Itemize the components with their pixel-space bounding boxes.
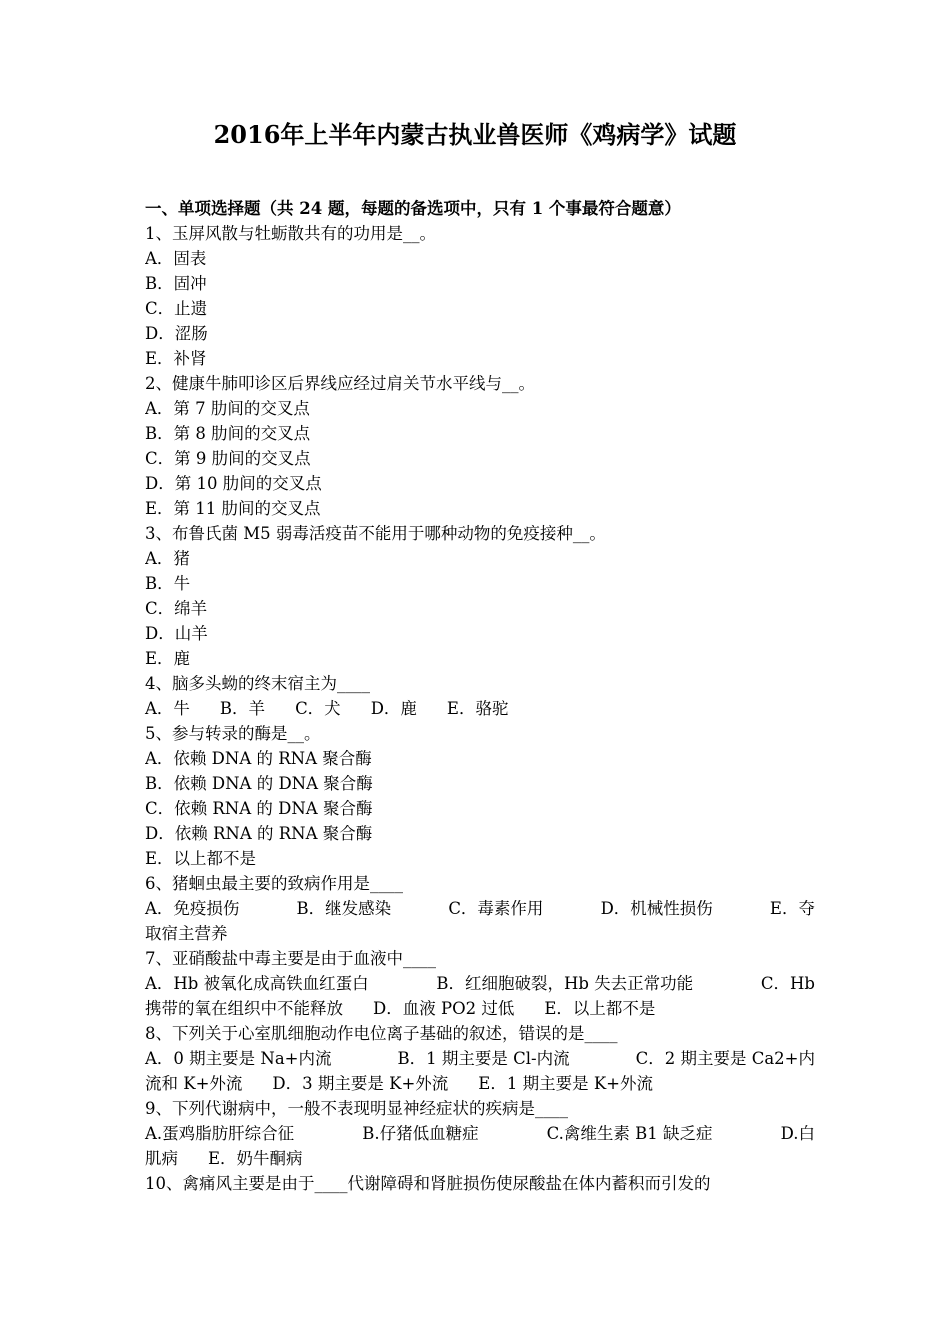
question-2-option-a: A．第 7 肋间的交叉点 (145, 399, 310, 418)
question-1-option-a: A．固表 (145, 249, 207, 268)
question-2-option-b: B．第 8 肋间的交叉点 (145, 424, 311, 443)
question-7-option-c-start: C．Hb (760, 974, 815, 993)
question-6-options (145, 896, 815, 921)
question-6-option-e-start: E．夺 (769, 899, 815, 918)
question-6-stem: 6、猪蛔虫最主要的致病作用是____ (145, 874, 403, 893)
question-8-option-c-start: C．2 期主要是 Ca2+内 (635, 1049, 815, 1068)
question-2-option-d: D．第 10 肋间的交叉点 (145, 474, 322, 493)
question-5-stem: 5、参与转录的酶是__。 (145, 724, 321, 743)
question-2-option-e: E．第 11 肋间的交叉点 (145, 499, 321, 518)
question-9-option-b: B.仔猪低血糖症 (362, 1124, 479, 1143)
question-4-option-a: A．牛 (145, 699, 190, 718)
document-body (145, 196, 815, 1196)
question-9-options-line-1 (145, 1121, 815, 1146)
question-7-stem: 7、亚硝酸盐中毒主要是由于血液中____ (145, 949, 436, 968)
question-4-stem: 4、脑多头蚴的终末宿主为____ (145, 674, 370, 693)
question-1-option-e: E．补肾 (145, 349, 207, 368)
question-5-option-a: A．依赖 DNA 的 RNA 聚合酶 (145, 749, 372, 768)
question-4-option-d: D．鹿 (370, 699, 417, 718)
question-7-option-e: E．以上都不是 (544, 999, 656, 1018)
question-10-stem: 10、禽痛风主要是由于____代谢障碍和肾脏损伤使尿酸盐在体内蓄积而引发的 (145, 1174, 711, 1193)
question-7-options-line-1 (145, 971, 815, 996)
question-6-option-e-end: 取宿主营养 (145, 924, 228, 943)
question-9-option-d-start: D.白 (780, 1124, 815, 1143)
question-9-option-a: A.蛋鸡脂肪肝综合征 (145, 1124, 295, 1143)
question-7-option-d: D．血液 PO2 过低 (373, 999, 515, 1018)
question-2-stem: 2、健康牛肺叩诊区后界线应经过肩关节水平线与__。 (145, 374, 535, 393)
question-9-stem: 9、下列代谢病中，一般不表现明显神经症状的疾病是____ (145, 1099, 568, 1118)
question-4-option-e: E．骆驼 (446, 699, 509, 718)
question-7-option-a: A．Hb 被氧化成高铁血红蛋白 (145, 974, 369, 993)
question-8-option-d: D．3 期主要是 K+外流 (272, 1074, 449, 1093)
question-7-option-b: B．红细胞破裂，Hb 失去正常功能 (436, 974, 694, 993)
question-1-option-c: C．止遗 (145, 299, 208, 318)
question-6-option-c: C．毒素作用 (448, 899, 544, 918)
question-1-stem: 1、玉屏风散与牡蛎散共有的功用是__。 (145, 224, 436, 243)
question-5-option-e: E．以上都不是 (145, 849, 257, 868)
question-8-stem: 8、下列关于心室肌细胞动作电位离子基础的叙述，错误的是____ (145, 1024, 618, 1043)
question-5-option-d: D．依赖 RNA 的 RNA 聚合酶 (145, 824, 373, 843)
question-3-option-e: E．鹿 (145, 649, 191, 668)
question-9-option-d-end: 肌病 (145, 1149, 178, 1168)
question-8-option-a: A．0 期主要是 Na+内流 (145, 1049, 332, 1068)
question-8-options-line-2 (145, 1071, 815, 1096)
question-3-option-c: C．绵羊 (145, 599, 208, 618)
question-6-option-a: A．免疫损伤 (145, 899, 240, 918)
question-7-options-line-2 (145, 996, 815, 1021)
question-4-option-c: C．犬 (295, 699, 341, 718)
question-8-option-b: B．1 期主要是 Cl-内流 (397, 1049, 570, 1068)
question-3-option-a: A．猪 (145, 549, 190, 568)
document-title: 2016年上半年内蒙古执业兽医师《鸡病学》试题 (213, 120, 737, 149)
question-1-option-d: D．涩肠 (145, 324, 208, 343)
question-6-option-b: B．继发感染 (296, 899, 392, 918)
question-4-options (145, 696, 815, 721)
question-9-option-c: C.禽维生素 B1 缺乏症 (546, 1124, 713, 1143)
question-6-option-d: D．机械性损伤 (600, 899, 713, 918)
question-2-option-c: C．第 9 肋间的交叉点 (145, 449, 311, 468)
question-3-stem: 3、布鲁氏菌 M5 弱毒活疫苗不能用于哪种动物的免疫接种__。 (145, 524, 606, 543)
question-8-option-c-end: 流和 K+外流 (145, 1074, 243, 1093)
question-4-option-b: B．羊 (219, 699, 266, 718)
question-5-option-b: B．依赖 DNA 的 DNA 聚合酶 (145, 774, 373, 793)
question-8-options-line-1 (145, 1046, 815, 1071)
question-9-options-line-2 (145, 1146, 815, 1171)
question-3-option-d: D．山羊 (145, 624, 208, 643)
question-1-option-b: B．固冲 (145, 274, 207, 293)
section-heading: 一、单项选择题（共 24 题，每题的备选项中，只有 1 个事最符合题意） (145, 199, 681, 218)
question-5-option-c: C．依赖 RNA 的 DNA 聚合酶 (145, 799, 373, 818)
question-3-option-b: B．牛 (145, 574, 191, 593)
question-7-option-c-end: 携带的氧在组织中不能释放 (145, 999, 343, 1018)
question-9-option-e: E．奶牛酮病 (208, 1149, 303, 1168)
question-8-option-e: E．1 期主要是 K+外流 (478, 1074, 653, 1093)
